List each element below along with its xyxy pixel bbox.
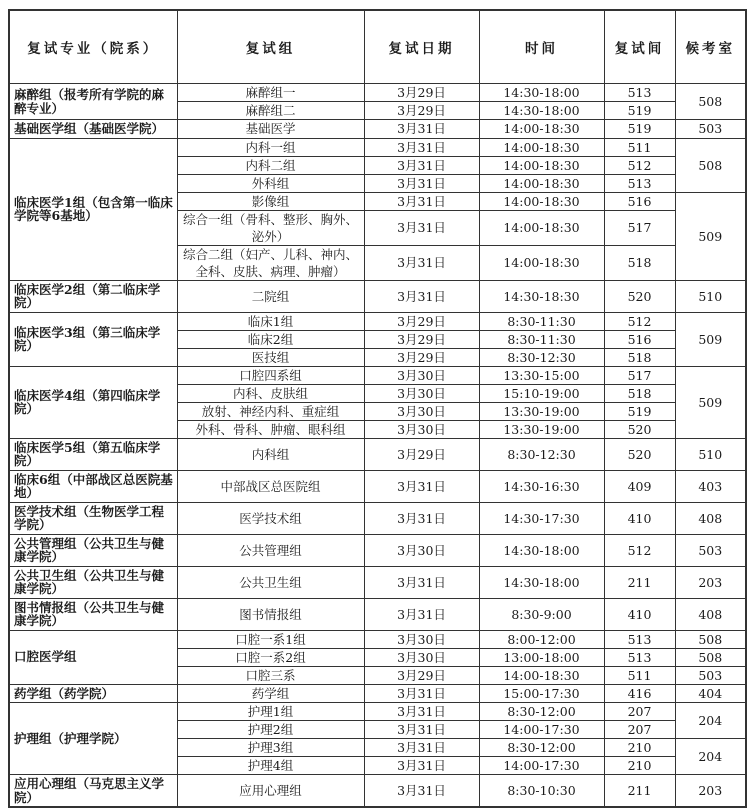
waiting-room-cell: 203	[675, 566, 746, 598]
table-row	[9, 138, 746, 156]
waiting-room-cell: 204	[675, 703, 746, 739]
waiting-room-cell: 408	[675, 502, 746, 534]
exam-room-cell: 518	[604, 348, 675, 366]
group-cell: 麻醉组一	[177, 84, 364, 102]
major-cell: 图书情报组（公共卫生与健康学院）	[9, 598, 177, 630]
group-cell: 临床1组	[177, 312, 364, 330]
exam-room-cell: 512	[604, 312, 675, 330]
date-cell: 3月31日	[364, 120, 479, 139]
exam-room-cell: 520	[604, 420, 675, 438]
time-cell: 8:30-12:30	[479, 438, 604, 470]
date-cell: 3月31日	[364, 138, 479, 156]
date-cell: 3月30日	[364, 402, 479, 420]
time-cell: 14:00-18:30	[479, 138, 604, 156]
waiting-room-cell: 508	[675, 138, 746, 192]
exam-room-cell: 416	[604, 684, 675, 703]
table-row	[9, 366, 746, 384]
time-cell: 13:30-15:00	[479, 366, 604, 384]
exam-room-cell: 513	[604, 648, 675, 666]
exam-room-cell: 518	[604, 384, 675, 402]
group-cell: 护理3组	[177, 739, 364, 757]
group-cell: 综合一组（骨科、整形、胸外、泌外）	[177, 210, 364, 245]
exam-room-cell: 512	[604, 156, 675, 174]
exam-room-cell: 409	[604, 470, 675, 502]
date-cell: 3月31日	[364, 703, 479, 721]
group-cell: 口腔一系1组	[177, 630, 364, 648]
time-cell: 15:10-19:00	[479, 384, 604, 402]
time-cell: 14:30-18:30	[479, 280, 604, 312]
date-cell: 3月31日	[364, 502, 479, 534]
group-cell: 护理2组	[177, 721, 364, 739]
date-cell: 3月29日	[364, 666, 479, 684]
major-cell: 临床医学3组（第三临床学院）	[9, 312, 177, 366]
date-cell: 3月29日	[364, 102, 479, 120]
exam-room-cell: 211	[604, 775, 675, 808]
exam-room-cell: 519	[604, 120, 675, 139]
group-cell: 内科二组	[177, 156, 364, 174]
exam-room-cell: 211	[604, 566, 675, 598]
exam-room-cell: 520	[604, 438, 675, 470]
table-row	[9, 598, 746, 630]
time-cell: 15:00-17:30	[479, 684, 604, 703]
time-cell: 14:00-18:30	[479, 174, 604, 192]
time-cell: 14:30-18:00	[479, 534, 604, 566]
group-cell: 护理4组	[177, 757, 364, 775]
date-cell: 3月31日	[364, 210, 479, 245]
time-cell: 8:30-12:00	[479, 739, 604, 757]
exam-room-cell: 511	[604, 138, 675, 156]
major-cell: 应用心理组（马克思主义学院）	[9, 775, 177, 808]
table-row	[9, 684, 746, 703]
time-cell: 8:30-11:30	[479, 312, 604, 330]
group-cell: 基础医学	[177, 120, 364, 139]
exam-room-cell: 511	[604, 666, 675, 684]
exam-room-cell: 516	[604, 192, 675, 210]
time-cell: 14:00-18:30	[479, 210, 604, 245]
group-cell: 中部战区总医院组	[177, 470, 364, 502]
major-cell: 麻醉组（报考所有学院的麻醉专业）	[9, 84, 177, 120]
waiting-room-cell: 509	[675, 192, 746, 280]
date-cell: 3月31日	[364, 757, 479, 775]
date-cell: 3月29日	[364, 438, 479, 470]
group-cell: 外科组	[177, 174, 364, 192]
exam-room-cell: 517	[604, 210, 675, 245]
date-cell: 3月31日	[364, 775, 479, 808]
col-header-major: 复试专业（院系）	[9, 10, 177, 84]
time-cell: 8:00-12:00	[479, 630, 604, 648]
table-row	[9, 566, 746, 598]
group-cell: 护理1组	[177, 703, 364, 721]
date-cell: 3月30日	[364, 384, 479, 402]
waiting-room-cell: 503	[675, 534, 746, 566]
exam-room-cell: 513	[604, 630, 675, 648]
exam-room-cell: 513	[604, 84, 675, 102]
group-cell: 内科组	[177, 438, 364, 470]
header-row	[9, 10, 746, 84]
date-cell: 3月31日	[364, 156, 479, 174]
group-cell: 影像组	[177, 192, 364, 210]
exam-room-cell: 210	[604, 757, 675, 775]
waiting-room-cell: 204	[675, 739, 746, 775]
time-cell: 14:00-18:30	[479, 245, 604, 280]
group-cell: 内科一组	[177, 138, 364, 156]
waiting-room-cell: 509	[675, 366, 746, 438]
exam-room-cell: 513	[604, 174, 675, 192]
group-cell: 药学组	[177, 684, 364, 703]
date-cell: 3月31日	[364, 245, 479, 280]
table-row	[9, 502, 746, 534]
time-cell: 14:00-18:30	[479, 192, 604, 210]
exam-room-cell: 207	[604, 721, 675, 739]
col-header-waiting-room: 候考室	[675, 10, 746, 84]
time-cell: 8:30-11:30	[479, 330, 604, 348]
table-row	[9, 775, 746, 808]
major-cell: 医学技术组（生物医学工程学院）	[9, 502, 177, 534]
waiting-room-cell: 508	[675, 630, 746, 648]
time-cell: 8:30-9:00	[479, 598, 604, 630]
waiting-room-cell: 510	[675, 438, 746, 470]
exam-room-cell: 410	[604, 502, 675, 534]
exam-room-cell: 410	[604, 598, 675, 630]
group-cell: 口腔一系2组	[177, 648, 364, 666]
group-cell: 临床2组	[177, 330, 364, 348]
group-cell: 麻醉组二	[177, 102, 364, 120]
waiting-room-cell: 508	[675, 648, 746, 666]
major-cell: 临床医学1组（包含第一临床学院等6基地）	[9, 138, 177, 280]
group-cell: 医学技术组	[177, 502, 364, 534]
date-cell: 3月31日	[364, 598, 479, 630]
major-cell: 基础医学组（基础医学院）	[9, 120, 177, 139]
time-cell: 14:30-16:30	[479, 470, 604, 502]
table-header	[9, 10, 746, 84]
time-cell: 14:00-17:30	[479, 757, 604, 775]
major-cell: 药学组（药学院）	[9, 684, 177, 703]
group-cell: 应用心理组	[177, 775, 364, 808]
group-cell: 二院组	[177, 280, 364, 312]
time-cell: 14:30-18:00	[479, 566, 604, 598]
major-cell: 公共管理组（公共卫生与健康学院）	[9, 534, 177, 566]
waiting-room-cell: 403	[675, 470, 746, 502]
col-header-time: 时间	[479, 10, 604, 84]
time-cell: 14:00-18:30	[479, 120, 604, 139]
table-row	[9, 84, 746, 102]
waiting-room-cell: 510	[675, 280, 746, 312]
date-cell: 3月31日	[364, 566, 479, 598]
table-row	[9, 630, 746, 648]
group-cell: 公共卫生组	[177, 566, 364, 598]
date-cell: 3月30日	[364, 366, 479, 384]
time-cell: 14:00-18:30	[479, 156, 604, 174]
table-row	[9, 534, 746, 566]
table-row	[9, 312, 746, 330]
col-header-date: 复试日期	[364, 10, 479, 84]
time-cell: 14:30-18:00	[479, 102, 604, 120]
date-cell: 3月29日	[364, 84, 479, 102]
table-row	[9, 470, 746, 502]
exam-room-cell: 518	[604, 245, 675, 280]
date-cell: 3月30日	[364, 420, 479, 438]
date-cell: 3月31日	[364, 174, 479, 192]
group-cell: 口腔四系组	[177, 366, 364, 384]
time-cell: 14:30-18:00	[479, 84, 604, 102]
time-cell: 14:30-17:30	[479, 502, 604, 534]
time-cell: 8:30-12:00	[479, 703, 604, 721]
exam-room-cell: 520	[604, 280, 675, 312]
group-cell: 图书情报组	[177, 598, 364, 630]
group-cell: 医技组	[177, 348, 364, 366]
time-cell: 13:30-19:00	[479, 420, 604, 438]
waiting-room-cell: 508	[675, 84, 746, 120]
major-cell: 口腔医学组	[9, 630, 177, 684]
date-cell: 3月30日	[364, 534, 479, 566]
time-cell: 8:30-10:30	[479, 775, 604, 808]
waiting-room-cell: 408	[675, 598, 746, 630]
exam-room-cell: 207	[604, 703, 675, 721]
exam-room-cell: 516	[604, 330, 675, 348]
major-cell: 临床医学5组（第五临床学院）	[9, 438, 177, 470]
time-cell: 13:00-18:00	[479, 648, 604, 666]
group-cell: 口腔三系	[177, 666, 364, 684]
date-cell: 3月30日	[364, 630, 479, 648]
col-header-group: 复试组	[177, 10, 364, 84]
time-cell: 13:30-19:00	[479, 402, 604, 420]
group-cell: 放射、神经内科、重症组	[177, 402, 364, 420]
waiting-room-cell: 509	[675, 312, 746, 366]
date-cell: 3月29日	[364, 312, 479, 330]
exam-room-cell: 517	[604, 366, 675, 384]
time-cell: 8:30-12:30	[479, 348, 604, 366]
date-cell: 3月31日	[364, 470, 479, 502]
date-cell: 3月31日	[364, 684, 479, 703]
table-body	[9, 84, 746, 808]
waiting-room-cell: 503	[675, 666, 746, 684]
time-cell: 14:00-17:30	[479, 721, 604, 739]
reexam-schedule-table	[8, 9, 747, 808]
major-cell: 公共卫生组（公共卫生与健康学院）	[9, 566, 177, 598]
exam-room-cell: 210	[604, 739, 675, 757]
group-cell: 内科、皮肤组	[177, 384, 364, 402]
date-cell: 3月31日	[364, 721, 479, 739]
group-cell: 综合二组（妇产、儿科、神内、全科、皮肤、病理、肿瘤）	[177, 245, 364, 280]
group-cell: 公共管理组	[177, 534, 364, 566]
date-cell: 3月29日	[364, 348, 479, 366]
group-cell: 外科、骨科、肿瘤、眼科组	[177, 420, 364, 438]
waiting-room-cell: 503	[675, 120, 746, 139]
major-cell: 临床医学4组（第四临床学院）	[9, 366, 177, 438]
exam-room-cell: 519	[604, 102, 675, 120]
table-row	[9, 120, 746, 139]
waiting-room-cell: 203	[675, 775, 746, 808]
major-cell: 临床6组（中部战区总医院基地）	[9, 470, 177, 502]
major-cell: 护理组（护理学院）	[9, 703, 177, 775]
date-cell: 3月29日	[364, 330, 479, 348]
table-row	[9, 438, 746, 470]
time-cell: 14:00-18:30	[479, 666, 604, 684]
waiting-room-cell: 404	[675, 684, 746, 703]
date-cell: 3月30日	[364, 648, 479, 666]
exam-room-cell: 519	[604, 402, 675, 420]
table-row	[9, 703, 746, 721]
date-cell: 3月31日	[364, 280, 479, 312]
table-row	[9, 280, 746, 312]
date-cell: 3月31日	[364, 192, 479, 210]
date-cell: 3月31日	[364, 739, 479, 757]
major-cell: 临床医学2组（第二临床学院）	[9, 280, 177, 312]
exam-room-cell: 512	[604, 534, 675, 566]
col-header-exam-room: 复试间	[604, 10, 675, 84]
